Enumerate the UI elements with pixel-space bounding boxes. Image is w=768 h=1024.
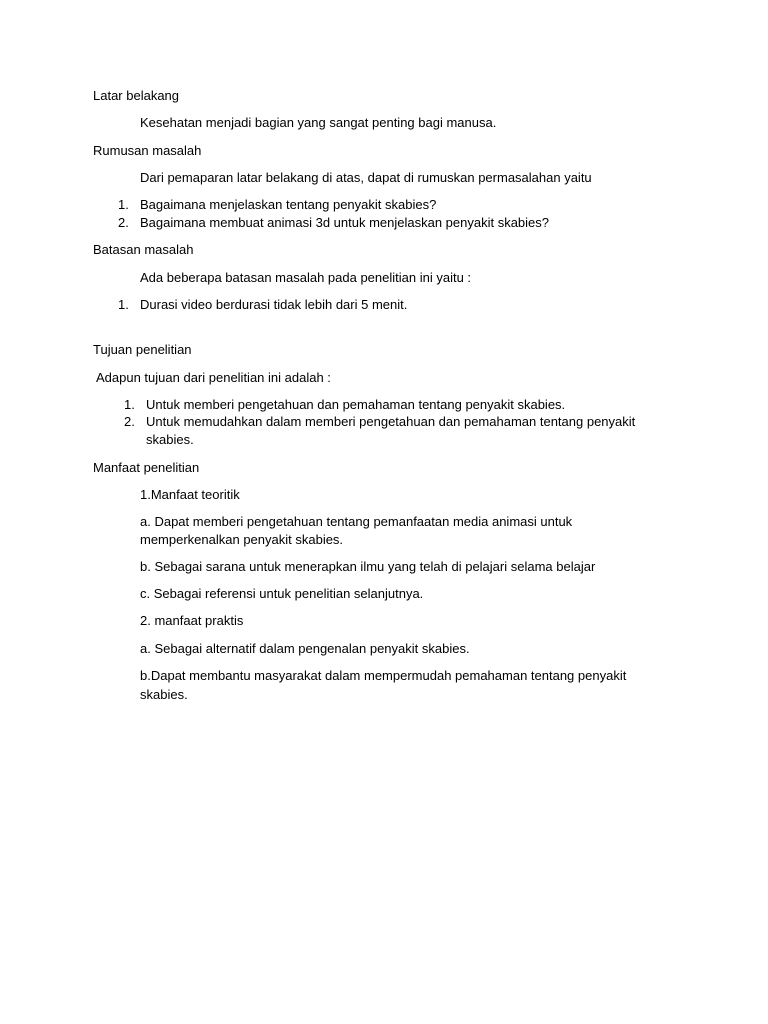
list-number: 1.: [124, 397, 135, 412]
tujuan-intro: Adapun tujuan dari penelitian ini adalah :: [96, 370, 331, 385]
heading-tujuan-penelitian: Tujuan penelitian: [93, 342, 192, 357]
latar-belakang-text: Kesehatan menjadi bagian yang sangat penting bagi manusa.: [140, 115, 497, 130]
list-number: 1.: [118, 197, 129, 212]
manfaat-praktis-b: b.Dapat membantu masyarakat dalam mempermudah pemahaman tentang penyakit: [140, 668, 627, 683]
heading-rumusan-masalah: Rumusan masalah: [93, 143, 202, 158]
rumusan-intro: Dari pemaparan latar belakang di atas, dapat di rumuskan permasalahan yaitu: [140, 170, 592, 185]
list-text: Bagaimana menjelaskan tentang penyakit skabies?: [140, 197, 437, 212]
list-number: 2.: [118, 215, 129, 230]
list-item: [124, 396, 565, 414]
list-text: Bagaimana membuat animasi 3d untuk menjelaskan penyakit skabies?: [140, 215, 550, 230]
list-text: Durasi video berdurasi tidak lebih dari 5 menit.: [140, 297, 408, 312]
list-text-continuation: skabies.: [146, 432, 194, 447]
heading-manfaat-penelitian: Manfaat penelitian: [93, 460, 200, 475]
list-item: [124, 413, 635, 431]
manfaat-praktis-a: a. Sebagai alternatif dalam pengenalan penyakit skabies.: [140, 641, 470, 656]
manfaat-praktis-b-continuation: skabies.: [140, 687, 188, 702]
list-text: Untuk memudahkan dalam memberi pengetahuan dan pemahaman tentang penyakit: [146, 414, 636, 429]
list-item: [118, 196, 436, 214]
manfaat-teoritik-title: 1.Manfaat teoritik: [140, 487, 240, 502]
batasan-intro: Ada beberapa batasan masalah pada penelitian ini yaitu :: [140, 270, 472, 285]
list-item: [118, 296, 407, 314]
manfaat-praktis-title: 2. manfaat praktis: [140, 613, 244, 628]
manfaat-teoritik-b: b. Sebagai sarana untuk menerapkan ilmu yang telah di pelajari selama belajar: [140, 559, 596, 574]
list-text: Untuk memberi pengetahuan dan pemahaman tentang penyakit skabies.: [146, 397, 566, 412]
list-item: [118, 214, 549, 232]
manfaat-teoritik-a: a. Dapat memberi pengetahuan tentang pemanfaatan media animasi untuk: [140, 514, 573, 529]
heading-latar-belakang: Latar belakang: [93, 88, 180, 103]
list-number: 1.: [118, 297, 129, 312]
heading-batasan-masalah: Batasan masalah: [93, 242, 194, 257]
list-number: 2.: [124, 414, 135, 429]
manfaat-teoritik-a-continuation: memperkenalkan penyakit skabies.: [140, 532, 344, 547]
manfaat-teoritik-c: c. Sebagai referensi untuk penelitian selanjutnya.: [140, 586, 424, 601]
